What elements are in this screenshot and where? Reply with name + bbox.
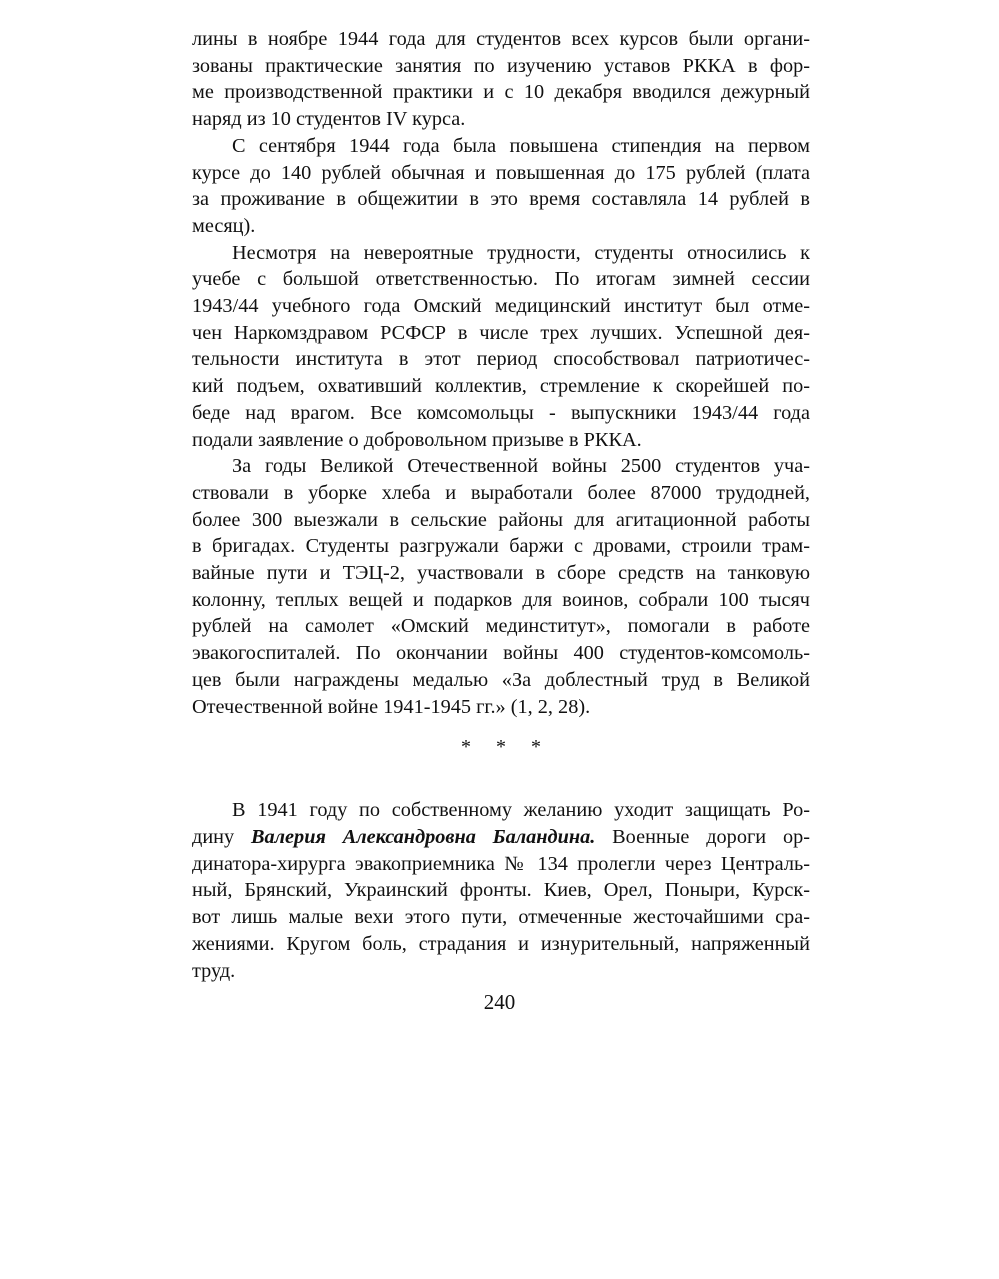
text-line: беде над врагом. Все комсомольцы - выпускники 1943/44 года xyxy=(192,401,810,424)
text-line: более 300 выезжали в сельские районы для агитационной работы xyxy=(192,508,810,531)
spacer xyxy=(192,759,810,797)
paragraph-3 xyxy=(192,240,810,454)
page-body xyxy=(192,26,810,984)
paragraph-5 xyxy=(192,797,810,984)
text-line: колонну, теплых вещей и подарков для воинов, собрали 100 тысяч xyxy=(192,588,810,611)
text-line: вот лишь малые вехи этого пути, отмеченные жесточайшими сра- xyxy=(192,906,810,929)
text-line: динатора-хирурга эвакоприемника № 134 пролегли через Централь- xyxy=(192,852,810,875)
text-line: С сентября 1944 года была повышена стипендия на первом xyxy=(232,134,810,157)
paragraph-2 xyxy=(192,133,810,240)
text-fragment: Военные дороги ор- xyxy=(595,825,810,848)
text-line: зованы практические занятия по изучению уставов РККА в фор- xyxy=(192,54,810,77)
text-line: ствовали в уборке хлеба и выработали более 87000 трудодней, xyxy=(192,481,810,504)
text-line: в бригадах. Студенты разгружали баржи с дровами, строили трам- xyxy=(192,535,810,558)
text-line: 1943/44 учебного года Омский медицинский институт был отме- xyxy=(192,295,810,318)
text-line: В 1941 году по собственному желанию уходит защищать Ро- xyxy=(232,799,810,822)
text-line: месяц). xyxy=(192,214,256,237)
text-line: вайные пути и ТЭЦ-2, участвовали в сборе средств на танковую xyxy=(192,562,810,585)
text-line: Отечественной войне 1941-1945 гг.» (1, 2, 28). xyxy=(192,695,591,718)
paragraph-1 xyxy=(192,26,810,133)
paragraph-4 xyxy=(192,453,810,720)
person-name: Валерия Александровна Баландина. xyxy=(250,825,596,848)
section-separator: * * * xyxy=(461,736,551,759)
text-line: подали заявление о добровольном призыве в РККА. xyxy=(192,428,642,451)
text-line: рублей на самолет «Омский мединститут», помогали в работе xyxy=(192,615,810,638)
text-line: тельности института в этот период способствовал патриотичес- xyxy=(192,348,810,371)
text-line: наряд из 10 студентов IV курса. xyxy=(192,108,466,131)
text-line: жениями. Кругом боль, страдания и изнурительный, напряженный xyxy=(192,932,810,955)
text-line: эвакогоспиталей. По окончании войны 400 студентов-комсомоль- xyxy=(192,642,810,665)
text-line: за проживание в общежитии в это время составляла 14 рублей в xyxy=(192,188,810,211)
page-number: 240 xyxy=(483,990,516,1014)
text-line: Несмотря на невероятные трудности, студенты относились к xyxy=(232,241,810,264)
text-line: кий подъем, охвативший коллектив, стремление к скорейшей по- xyxy=(192,375,810,398)
text-line: труд. xyxy=(192,959,236,982)
text-line: ный, Брянский, Украинский фронты. Киев, Орел, Поныри, Курск- xyxy=(192,879,810,902)
text-fragment: дину xyxy=(192,825,251,848)
text-line: ме производственной практики и с 10 декабря вводился дежурный xyxy=(192,81,810,104)
text-line: цев были награждены медалью «За доблестный труд в Великой xyxy=(192,668,810,691)
text-line: За годы Великой Отечественной войны 2500 студентов уча- xyxy=(232,455,810,478)
text-line: лины в ноябре 1944 года для студентов всех курсов были органи- xyxy=(192,28,810,50)
text-line: учебе с большой ответственностью. По итогам зимней сессии xyxy=(192,268,810,291)
text-line: курсе до 140 рублей обычная и повышенная до 175 рублей (плата xyxy=(192,161,810,184)
text-line: чен Наркомздравом РСФСР в числе трех лучших. Успешной дея- xyxy=(192,321,810,344)
text-line xyxy=(192,824,810,851)
